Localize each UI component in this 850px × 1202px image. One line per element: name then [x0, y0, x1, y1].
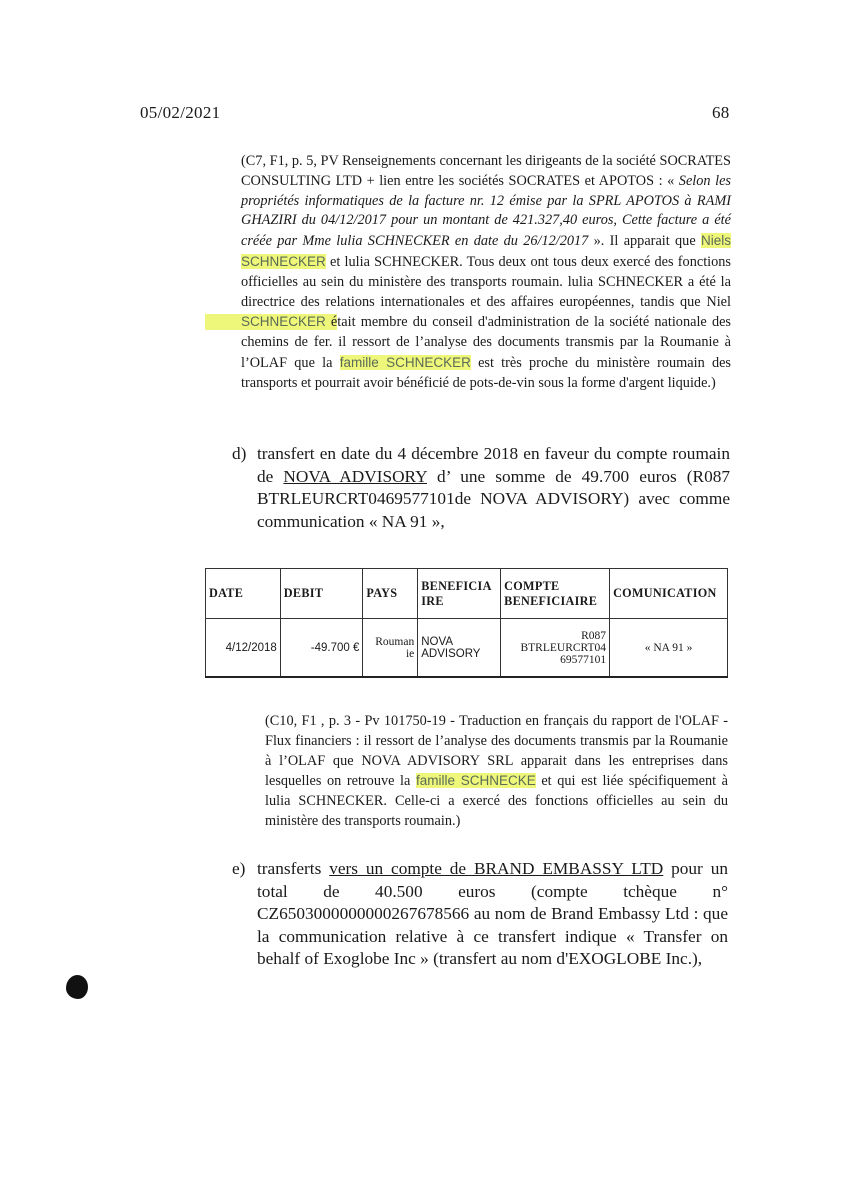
quote-block-c7 [241, 152, 731, 394]
table-cell-beneficiary: NOVA ADVISORY [418, 619, 501, 678]
item-text: transfert en date du 4 décembre 2018 en faveur du compte roumain de [257, 444, 730, 486]
ink-blot [66, 975, 88, 999]
table-header: PAYS [363, 569, 418, 619]
list-item-text [257, 858, 728, 971]
page-number: 68 [712, 103, 730, 122]
company-name: vers un compte de BRAND EMBASSY LTD [329, 859, 664, 878]
company-name: NOVA ADVISORY [283, 466, 427, 486]
quote-text: est très proche du ministère roumain des transports et pourrait avoir bénéficié de pots-de-vin sous la forme d'argent liquide.) [241, 354, 731, 391]
table-header: BENEFICIA IRE [418, 569, 501, 619]
item-text: d’ une somme de 49.700 euros (R087 BTRLEURCRT0469577101de NOVA ADVISORY) avec comme communication « NA 91 », [257, 466, 730, 531]
list-item-letter: e) [232, 859, 246, 878]
table-cell-debit: -49.700 € [280, 619, 363, 678]
item-text: pour un total de 40.500 euros (compte tchèque n° CZ6503000000000267678566 au nom de Brand Embassy Ltd : que la communication relative à ce transfert indique « Transfer on behalf of Exoglobe Inc » (transfert au nom d'EXOGLOBE Inc.), [257, 859, 728, 968]
table-cell-date: 4/12/2018 [206, 619, 281, 678]
highlight-famille-schnecke: famille SCHNECKE [415, 773, 536, 789]
table-cell-account: R087 BTRLEURCRT04 69577101 [501, 619, 610, 678]
table-header: DEBIT [280, 569, 363, 619]
table-header: COMUNICATION [610, 569, 728, 619]
quote-text: et qui est liée spécifiquement à lulia SCHNECKER. Celle-ci a exercé des fonctions officielles au sein du ministère des transports roumain.) [265, 773, 729, 829]
table-cell-communication: « NA 91 » [610, 619, 728, 678]
table-header: DATE [206, 569, 281, 619]
quote-text: était membre du conseil d'administration de la société nationale des chemins de fer. il ressort de l’analyse des documents transmis par la Roumanie à l’OLAF que la [241, 314, 731, 371]
table-bottom-rule [205, 676, 728, 678]
quote-text: et lulia SCHNECKER. Tous deux ont tous deux exercé des fonctions officielles au sein du ministère des transports roumain. lulia SCHNECKER a été la directrice des relations internationales et des affaires européennes, tandis que Niel [241, 253, 731, 310]
table-header-row [206, 569, 728, 619]
table-header: COMPTE BENEFICIAIRE [501, 569, 610, 619]
highlight-niels-schnecker: Niels SCHNECKER [241, 233, 731, 269]
list-item-text [257, 443, 730, 533]
table-cell-country: Rouman ie [363, 619, 418, 678]
quote-text: (C7, F1, p. 5, PV Renseignements concernant les dirigeants de la société SOCRATES CONSULTING LTD + lien entre les sociétés SOCRATES et APOTOS : « [241, 153, 731, 189]
item-text: transferts [257, 859, 330, 878]
list-item-letter: d) [232, 444, 247, 463]
table-row [206, 619, 728, 678]
highlight-famille-schnecker: famille SCHNECKER [339, 354, 471, 370]
transfer-table [205, 568, 728, 678]
header-date: 05/02/2021 [140, 103, 221, 122]
quote-italic-text: Selon les propriétés informatiques de la facture nr. 12 émise par la SPRL APOTOS à RAMI GHAZIRI du 04/12/2017 pour un montant de 421.327,40 euros, Cette facture a été créée par Mme lulia SCHNECKER en date du 26/12/2017 [241, 172, 731, 250]
quote-text: (C10, F1 , p. 3 - Pv 101750-19 - Traduction en français du rapport de l'OLAF - Flux financiers : il ressort de l’analyse des documents transmis par la Roumanie à l’OLAF que NOVA ADVISORY SRL apparait dans les entreprises dans lesquelles on retrouve la [265, 713, 728, 790]
highlight-schnecker: SCHNECKER [241, 314, 326, 330]
quote-block-c10 [265, 712, 728, 832]
quote-text: ». Il apparait que [588, 233, 701, 250]
